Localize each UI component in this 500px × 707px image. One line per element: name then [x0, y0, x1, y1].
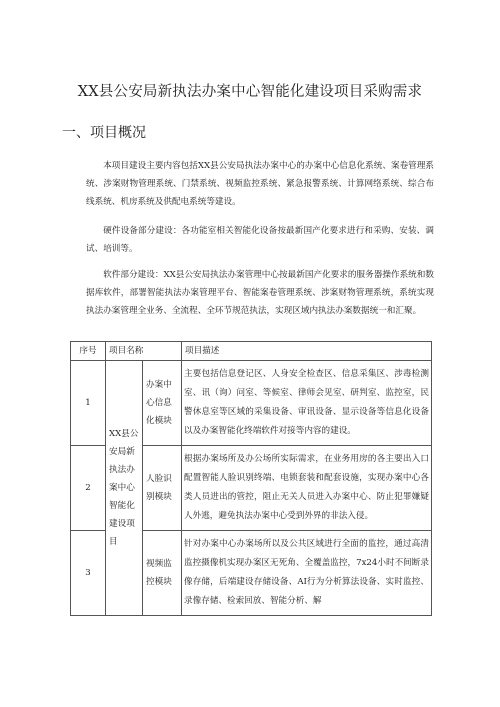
header-desc: 项目描述 — [182, 342, 432, 361]
paragraph-hardware: 硬件设备部分建设：各功能室相关智能化设备按最新国产化要求进行和采购、安装、调试、培训等。 — [86, 226, 434, 254]
module-description: 根据办案场所及办公场所实际需求，在业务用房的各主要出入口配置智能人脸识别终端、电锁套装和配套设施，实现办案中心各类人员进出的管控，阻止无关人员进入办案中心、防止犯罪嫌疑人外逃，避免执法办案中心受到外界的非法入侵。 — [182, 446, 432, 531]
table-row — [71, 361, 432, 446]
paragraph-software: 软件部分建设：XX县公安局执法办案管理中心按最新国产化要求的服务器操作系统和数据库软件，部署智能执法办案管理平台、智能案卷管理系统、涉案财物管理系统，系统实现执法办案管理全业务、全流程、全环节规范执法，实现区域内执法办案数据统一和汇聚。 — [86, 270, 434, 316]
module-description: 针对办案中心办案场所以及公共区域进行全面的监控，通过高清监控摄像机实现办案区无死角、全覆盖监控，7x24小时不间断录像存储，后端建设存储设备、AI行为分析算法设备、实时监控、录像存储、检索回放、智能分析、解 — [182, 531, 432, 616]
row-no: 2 — [71, 446, 106, 531]
section-heading: 一、项目概况 — [62, 125, 146, 141]
row-no: 3 — [71, 531, 106, 616]
requirements-table — [70, 341, 432, 616]
paragraph-overview: 本项目建设主要内容包括XX县公安局执法办案中心的办案中心信息化系统、案卷管理系统、涉案财物管理系统、门禁系统、视频监控系统、紧急报警系统、计算网络系统、综合布线系统、机房系统及供配电系统等建设。 — [86, 161, 434, 207]
module-name: 人脸识别模块 — [143, 446, 182, 531]
document-title: XX县公安局新执法办案中心智能化建设项目采购需求 — [77, 84, 423, 100]
header-name: 项目名称 — [106, 342, 182, 361]
module-name: 办案中心信息化模块 — [143, 361, 182, 446]
table-header-row — [71, 342, 432, 361]
row-no: 1 — [71, 361, 106, 446]
header-no: 序号 — [71, 342, 106, 361]
module-description: 主要包括信息登记区、人身安全检查区、信息采集区、涉毒检测室、讯（询）问室、等候室、律师会见室、研判室、监控室，民警休息室等区域的采集设备、审讯设备、显示设备等信息化设备以及办案智能化终端软件对接等内容的建设。 — [182, 361, 432, 446]
project-name-cell: XX县公安局新执法办案中心智能化建设项目 — [106, 361, 143, 616]
module-name: 视频监控模块 — [143, 531, 182, 616]
